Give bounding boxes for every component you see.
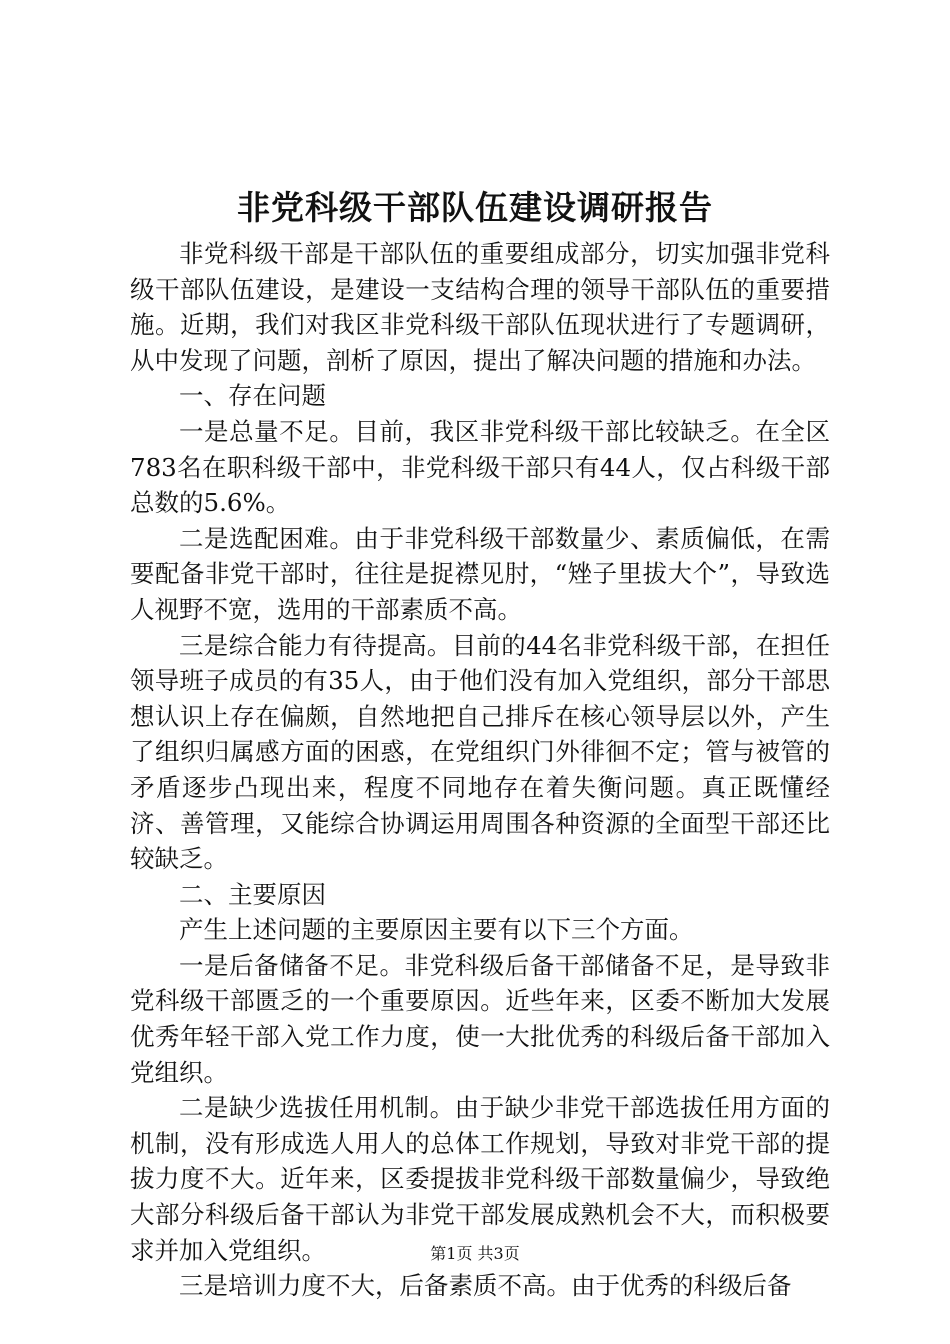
paragraph-problem-1: 一是总量不足。目前，我区非党科级干部比较缺乏。在全区783名在职科级干部中，非党科级干部只有44人，仅占科级干部总数的5.6%。 [130, 416, 830, 518]
page-footer: 第1页 共3页 [430, 1244, 520, 1263]
section-heading-causes: 二、主要原因 [179, 879, 326, 909]
paragraph-causes-intro: 产生上述问题的主要原因主要有以下三个方面。 [179, 915, 694, 945]
paragraph-cause-3: 三是培训力度不大，后备素质不高。由于优秀的科级后备 [179, 1271, 792, 1301]
document-title: 非党科级干部队伍建设调研报告 [237, 188, 713, 227]
paragraph-cause-2: 二是缺少选拔任用机制。由于缺少非党干部选拔任用方面的机制，没有形成选人用人的总体工作规划，导致对非党干部的提拔力度不大。近年来，区委提拔非党科级干部数量偏少，导致绝大部分科级后备干部认为非党干部发展成熟机会不大，而积极要求并加入党组织。 [130, 1093, 830, 1265]
paragraph-intro: 非党科级干部是干部队伍的重要组成部分，切实加强非党科级干部队伍建设，是建设一支结构合理的领导干部队伍的重要措施。近期，我们对我区非党科级干部队伍现状进行了专题调研，从中发现了问题，剖析了原因，提出了解决问题的措施和办法。 [130, 239, 830, 375]
section-heading-problems: 一、存在问题 [179, 381, 326, 411]
paragraph-cause-1: 一是后备储备不足。非党科级后备干部储备不足，是导致非党科级干部匮乏的一个重要原因。近些年来，区委不断加大发展优秀年轻干部入党工作力度，使一大批优秀的科级后备干部加入党组织。 [130, 950, 830, 1087]
document-body [130, 236, 830, 1304]
paragraph-problem-2: 二是选配困难。由于非党科级干部数量少、素质偏低，在需要配备非党干部时，往往是捉襟见肘，“矬子里拔大个”，导致选人视野不宽，选用的干部素质不高。 [130, 523, 830, 624]
paragraph-problem-3: 三是综合能力有待提高。目前的44名非党科级干部，在担任领导班子成员的有35人，由于他们没有加入党组织，部分干部思想认识上存在偏颇，自然地把自己排斥在核心领导层以外，产生了组织归属感方面的困惑，在党组织门外徘徊不定；管与被管的矛盾逐步凸现出来，程度不同地存在着失衡问题。真正既懂经济、善管理，又能综合协调运用周围各种资源的全面型干部还比较缺乏。 [130, 630, 830, 874]
